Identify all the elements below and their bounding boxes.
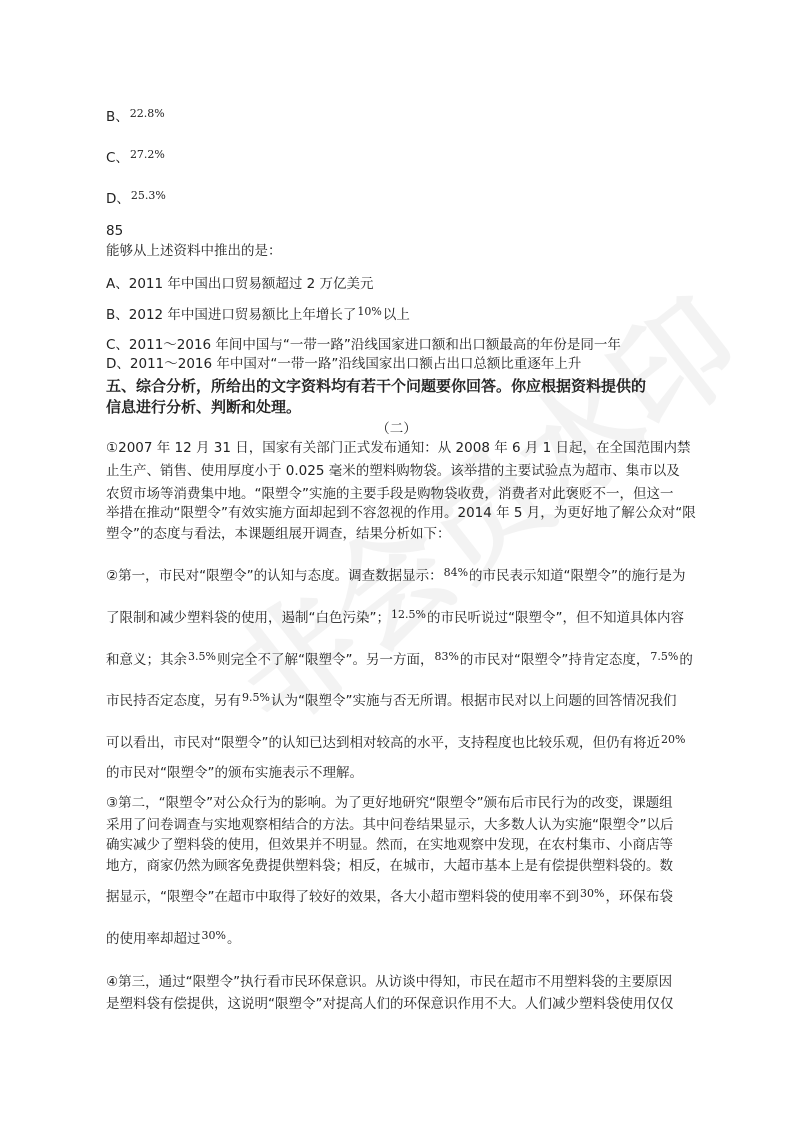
p3-line: 确实减少了塑料袋的使用，但效果并不明显。然而，在实地观察中发现，在农村集市、小商店等 bbox=[106, 837, 673, 853]
pct: 3.5% bbox=[188, 650, 216, 663]
p2-line: 的市民对“限塑令”的颁布实施表示不理解。 bbox=[106, 765, 363, 781]
question-prompt: 能够从上述资料中推出的是： bbox=[106, 243, 282, 259]
p3-line: ③第二，“限塑令”对公众行为的影响。为了更好地研究“限塑令”颁布后市民行为的改变，课题组 bbox=[106, 795, 673, 811]
option-b bbox=[106, 108, 166, 127]
text: 和意义；其余 bbox=[106, 652, 187, 668]
text: 的市民表示知道“限塑令”的施行是为 bbox=[469, 568, 686, 584]
q85-option-a: A、2011 年中国出口贸易额超过 2 万亿美元 bbox=[106, 276, 374, 292]
section-heading-2: 信息进行分析、判断和处理。 bbox=[106, 398, 302, 416]
p2-line bbox=[106, 651, 693, 670]
option-c bbox=[106, 149, 166, 168]
pct: 84% bbox=[443, 566, 469, 579]
p3-line bbox=[106, 888, 673, 907]
text: 可以看出，市民对“限塑令”的认知已达到相对较高的水平，支持程度也比较乐观，但仍有将近 bbox=[106, 735, 660, 751]
pct: 9.5% bbox=[242, 691, 270, 704]
option-letter: B、 bbox=[106, 109, 129, 125]
p3-line bbox=[106, 930, 240, 949]
text: 市民持否定态度，另有 bbox=[106, 693, 241, 709]
text: 据显示，“限塑令”在超市中取得了较好的效果，各大小超市塑料袋的使用率不到 bbox=[106, 889, 579, 905]
option-b-text: B、2012 年中国进口贸易额比上年增长了 bbox=[106, 307, 357, 323]
p1-line: 止生产、销售、使用厚度小于 0.025 毫米的塑料购物袋。该举措的主要试验点为超市、集市以及 bbox=[106, 463, 680, 479]
pct: 12.5% bbox=[391, 608, 426, 621]
text: 的 bbox=[679, 652, 693, 668]
p2-line bbox=[106, 734, 686, 753]
text: 的市民对“限塑令”持肯定态度， bbox=[459, 652, 650, 668]
question-number: 85 bbox=[106, 223, 124, 239]
p2-line bbox=[106, 692, 676, 711]
p1-line: ①2007 年 12 月 31 日，国家有关部门正式发布通知：从 2008 年 6 月 1 日起，在全国范围内禁 bbox=[106, 440, 691, 456]
section-subheading: （二） bbox=[376, 421, 417, 437]
option-d bbox=[106, 190, 167, 209]
p1-line: 塑令”的态度与看法，本课题组展开调查，结果分析如下： bbox=[106, 526, 451, 542]
pct: 30% bbox=[201, 929, 226, 942]
p1-line: 举措在推动“限塑令”有效实施方面却起到不容忽视的作用。2014 年 5 月，为更好地了解公众对“限 bbox=[106, 505, 696, 521]
option-value: 27.2% bbox=[129, 148, 165, 161]
p4-line: ④第三，通过“限塑令”执行看市民环保意识。从访谈中得知，市民在超市不用塑料袋的主要原因 bbox=[106, 974, 673, 990]
option-value: 25.3% bbox=[130, 189, 166, 202]
option-value: 22.8% bbox=[129, 107, 165, 120]
p3-line: 采用了问卷调查与实地观察相结合的方法。其中问卷结果显示，大多数人认为实施“限塑令”以后 bbox=[106, 817, 674, 833]
option-b-pct: 10% bbox=[357, 305, 382, 318]
text: ，环保布袋 bbox=[605, 889, 673, 905]
text: 。 bbox=[226, 931, 241, 947]
pct: 7.5% bbox=[650, 650, 679, 663]
text: 了限制和减少塑料袋的使用，遏制“白色污染”； bbox=[106, 610, 390, 626]
p2-line bbox=[106, 609, 684, 628]
text: 认为“限塑令”实施与否无所谓。根据市民对以上问题的回答情况我们 bbox=[270, 693, 677, 709]
option-letter: D、 bbox=[106, 191, 130, 207]
option-b-tail: 以上 bbox=[382, 307, 410, 323]
q85-option-d: D、2011～2016 年中国对“一带一路”沿线国家出口额占出口总额比重逐年上升 bbox=[106, 356, 582, 372]
p2-line bbox=[106, 567, 686, 586]
text: 则完全不了解“限塑令”。另一方面， bbox=[216, 652, 434, 668]
text: 的使用率却超过 bbox=[106, 931, 201, 947]
p3-line: 地方，商家仍然为顾客免费提供塑料袋；相反，在城市，大超市基本上是有偿提供塑料袋的。数 bbox=[106, 858, 673, 874]
q85-option-c: C、2011～2016 年间中国与“一带一路”沿线国家进口额和出口额最高的年份是同一年 bbox=[106, 337, 621, 353]
p1-line: 农贸市场等消费集中地。“限塑令”实施的主要手段是购物袋收费，消费者对此褒贬不一，但这一 bbox=[106, 486, 674, 502]
pct: 30% bbox=[580, 887, 605, 900]
text: 的市民听说过“限塑令”，但不知道具体内容 bbox=[426, 610, 684, 626]
q85-option-b bbox=[106, 306, 410, 325]
p4-line: 是塑料袋有偿提供，这说明“限塑令”对提高人们的环保意识作用不大。人们减少塑料袋使用仅仅 bbox=[106, 996, 674, 1012]
pct: 83% bbox=[434, 650, 459, 663]
text: ②第一，市民对“限塑令”的认知与态度。调查数据显示： bbox=[106, 568, 443, 584]
option-letter: C、 bbox=[106, 150, 129, 166]
section-heading-1: 五、综合分析，所给出的文字资料均有若干个问题要你回答。你应根据资料提供的 bbox=[106, 377, 647, 395]
pct: 20% bbox=[661, 733, 686, 746]
